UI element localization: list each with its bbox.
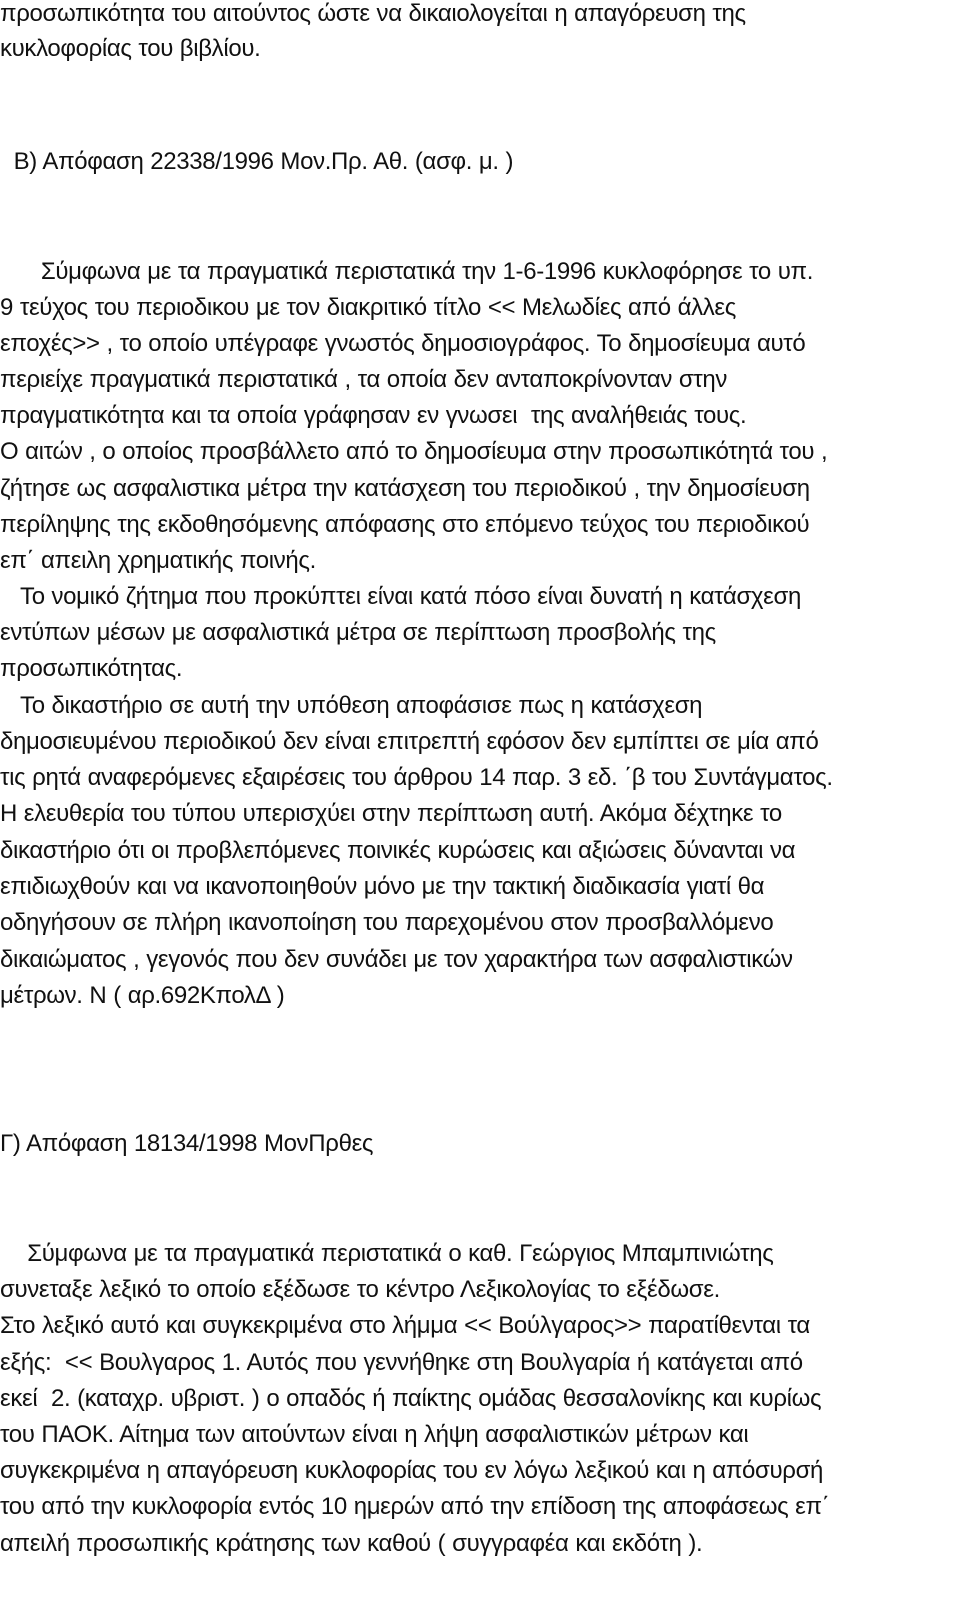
text-line: προσωπικότητα του αιτούντος ώστε να δικαιολογείται η απαγόρευση της <box>0 0 746 27</box>
section-heading: Γ) Απόφαση 18134/1998 ΜονΠρθες <box>0 1130 374 1157</box>
text-line: δημοσιευμένου περιοδικού δεν είναι επιτρεπτή εφόσον δεν εμπίπτει σε μία από <box>0 728 819 755</box>
text-line: απειλή προσωπικής κράτησης των καθού ( συγγραφέα και εκδότη ). <box>0 1530 703 1557</box>
text-line: Το δικαστήριο σε αυτή την υπόθεση αποφάσισε πως η κατάσχεση <box>0 692 703 719</box>
text-line: εξής: << Βουλγαρος 1. Αυτός που γεννήθηκε στη Βουλγαρία ή κατάγεται από <box>0 1349 803 1376</box>
section-heading: Β) Απόφαση 22338/1996 Μον.Πρ. Αθ. (ασφ. μ. ) <box>0 148 514 175</box>
text-line: εκεί 2. (καταχρ. υβριστ. ) ο οπαδός ή παίκτης ομάδας θεσσαλονίκης και κυρίως <box>0 1385 822 1412</box>
text-line: 9 τεύχος του περιοδικου με τον διακριτικό τίτλο << Μελωδίες από άλλες <box>0 294 736 321</box>
text-line: Στο λεξικό αυτό και συγκεκριμένα στο λήμμα << Βούλγαρος>> παρατίθενται τα <box>0 1312 810 1339</box>
text-line: δικαστήριο ότι οι προβλεπόμενες ποινικές κυρώσεις και αξιώσεις δύνανται να <box>0 837 796 864</box>
text-line: περιείχε πραγματικά περιστατικά , τα οποία δεν ανταποκρίνονταν στην <box>0 366 728 393</box>
text-line: συγκεκριμένα η απαγόρευση κυκλοφορίας του εν λόγω λεξικού και η απόσυρσή <box>0 1457 824 1484</box>
text-line: του από την κυκλοφορία εντός 10 ημερών από την επίδοση της αποφάσεως επ΄ <box>0 1493 830 1520</box>
text-line: μέτρων. Ν ( αρ.692ΚπολΔ ) <box>0 982 285 1009</box>
text-line: προσωπικότητας. <box>0 655 183 682</box>
text-line: εποχές>> , το οποίο υπέγραφε γνωστός δημοσιογράφος. Το δημοσίευμα αυτό <box>0 330 806 357</box>
text-line: δικαιώματος , γεγονός που δεν συνάδει με τον χαρακτήρα των ασφαλιστικών <box>0 946 793 973</box>
text-line: περίληψης της εκδοθησόμενης απόφασης στο επόμενο τεύχος του περιοδικού <box>0 511 810 538</box>
text-line: Ο αιτών , ο οποίος προσβάλλετο από το δημοσίευμα στην προσωπικότητά του , <box>0 438 828 465</box>
text-line: πραγματικότητα και τα οποία γράφησαν εν γνωσει της αναλήθειάς τους. <box>0 402 747 429</box>
text-line: ζήτησε ως ασφαλιστικα μέτρα την κατάσχεση του περιοδικού , την δημοσίευση <box>0 475 810 502</box>
text-line: τις ρητά αναφερόμενες εξαιρέσεις του άρθρου 14 παρ. 3 εδ. ΄β του Συντάγματος. <box>0 764 833 791</box>
text-line: Σύμφωνα με τα πραγματικά περιστατικά ο καθ. Γεώργιος Μπαμπινιώτης <box>0 1240 774 1267</box>
text-line: επιδιωχθούν και να ικανοποιηθούν μόνο με την τακτική διαδικασία γιατί θα <box>0 873 765 900</box>
text-line: Το νομικό ζήτημα που προκύπτει είναι κατά πόσο είναι δυνατή η κατάσχεση <box>0 583 801 610</box>
text-line: κυκλοφορίας του βιβλίου. <box>0 35 261 62</box>
text-line: του ΠΑΟΚ. Αίτημα των αιτούντων είναι η λήψη ασφαλιστικών μέτρων και <box>0 1421 749 1448</box>
text-line: επ΄ απειλη χρηματικής ποινής. <box>0 547 316 574</box>
text-line: οδηγήσουν σε πλήρη ικανοποίηση του παρεχομένου στον προσβαλλόμενο <box>0 909 774 936</box>
text-line: Η ελευθερία του τύπου υπερισχύει στην περίπτωση αυτή. Ακόμα δέχτηκε το <box>0 800 782 827</box>
text-line: Σύμφωνα με τα πραγματικά περιστατικά την 1-6-1996 κυκλοφόρησε το υπ. <box>0 258 814 285</box>
text-line: εντύπων μέσων με ασφαλιστικά μέτρα σε περίπτωση προσβολής της <box>0 619 716 646</box>
text-line: συνεταξε λεξικό το οποίο εξέδωσε το κέντρο Λεξικολογίας το εξέδωσε. <box>0 1276 720 1303</box>
